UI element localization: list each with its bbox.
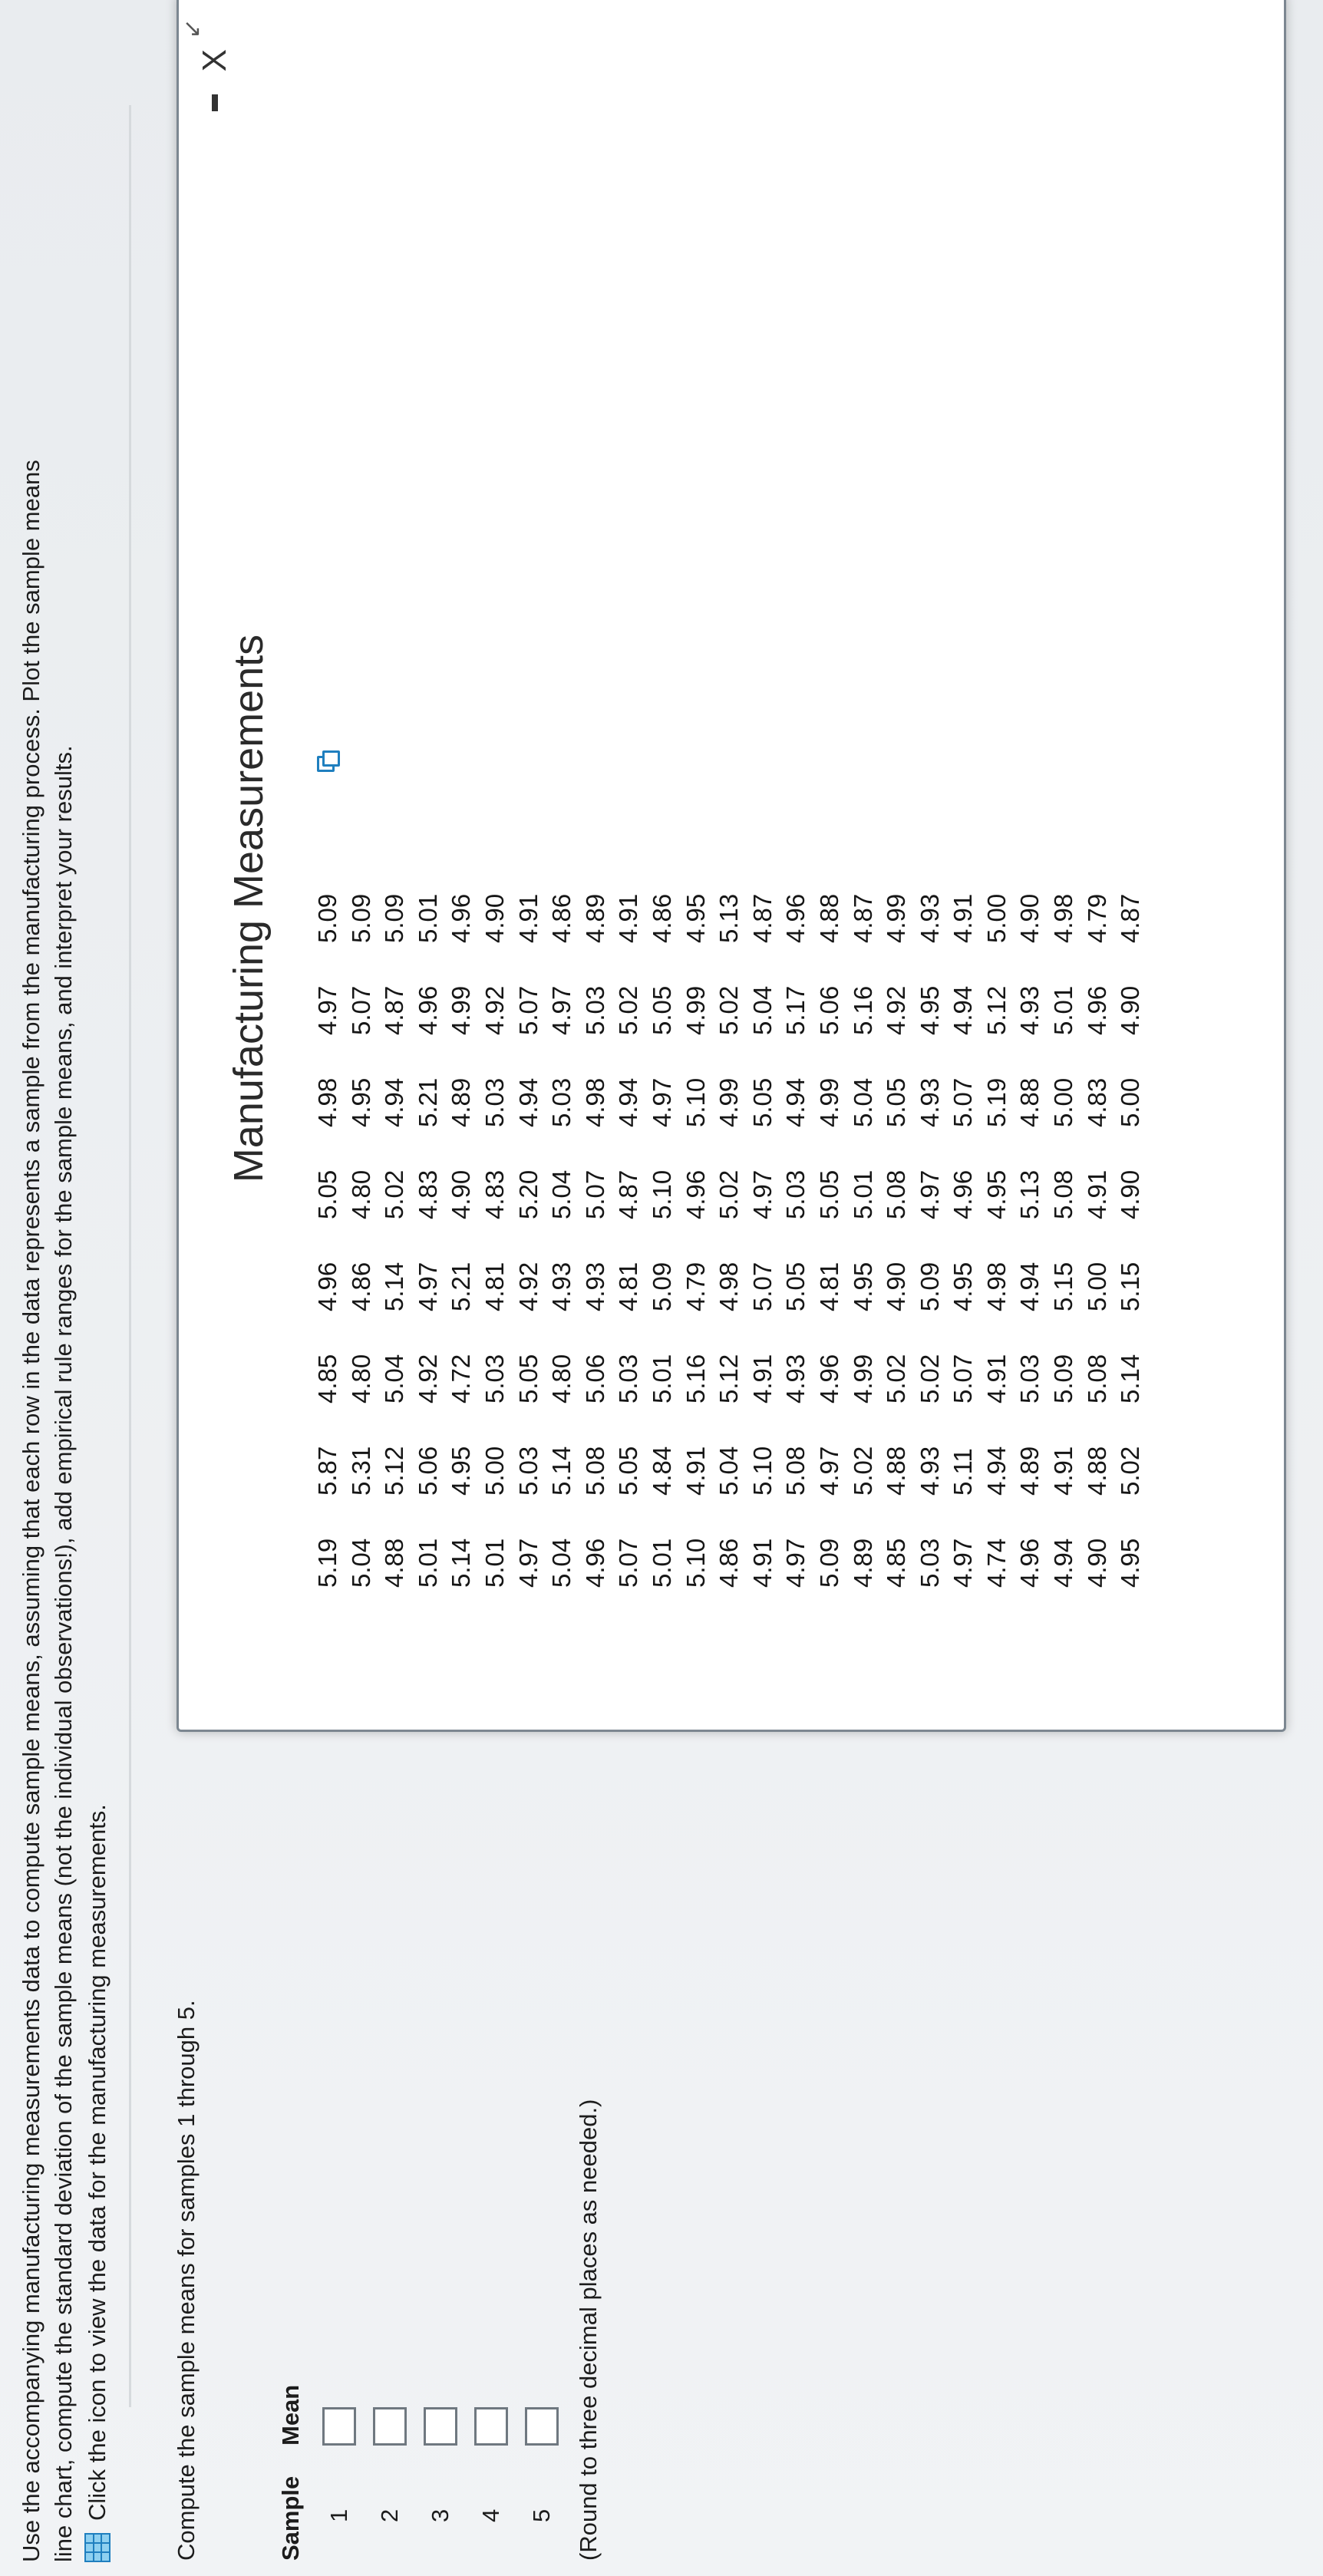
measurement-cell: 5.10: [681, 1538, 710, 1588]
sample-number: 4: [477, 2508, 504, 2522]
measurement-cell: 5.05: [781, 1262, 810, 1311]
measurement-cell: 4.99: [447, 985, 476, 1035]
measurement-cell: 5.07: [346, 985, 375, 1035]
measurement-cell: 4.93: [1015, 985, 1044, 1035]
measurement-cell: 5.87: [313, 1446, 341, 1496]
measurement-cell: 4.79: [681, 1262, 710, 1311]
measurement-cell: 5.14: [380, 1262, 409, 1311]
measurement-cell: 4.98: [1049, 893, 1078, 943]
measurement-cell: 4.91: [982, 1354, 1011, 1403]
measurement-cell: 4.86: [714, 1538, 744, 1588]
measurement-cell: 4.88: [882, 1446, 911, 1496]
measurement-cell: 4.91: [513, 893, 543, 943]
measurement-cell: 4.95: [915, 985, 944, 1035]
table-row: [415, 1947, 466, 2561]
measurement-cell: 4.96: [1082, 985, 1111, 1035]
measurement-cell: 4.96: [413, 985, 442, 1035]
measurement-cell: 4.96: [949, 1169, 978, 1219]
measurement-cell: 4.95: [1116, 1538, 1145, 1588]
measurement-cell: 4.98: [714, 1262, 744, 1311]
measurement-cell: 4.97: [313, 985, 341, 1035]
measurement-cell: 5.03: [480, 1077, 509, 1127]
data-hint: [81, 15, 114, 2562]
measurement-cell: 4.94: [982, 1446, 1011, 1496]
sample-number: 2: [376, 2508, 403, 2522]
measurement-cell: 5.04: [547, 1538, 576, 1588]
measurement-cell: 4.87: [848, 893, 877, 943]
measurement-cell: 5.04: [547, 1169, 576, 1219]
measurement-cell: 4.95: [848, 1262, 877, 1311]
measurement-cell: 5.11: [949, 1448, 978, 1496]
measurement-cell: 4.98: [580, 1077, 609, 1127]
measurement-cell: 5.16: [681, 1354, 710, 1403]
measurement-cell: 5.01: [413, 893, 442, 943]
measurement-cell: 5.19: [313, 1538, 341, 1588]
measurement-cell: 5.06: [413, 1446, 442, 1496]
measurement-cell: 4.91: [949, 893, 978, 943]
measurement-cell: 5.09: [1049, 1354, 1078, 1403]
mean-input-1[interactable]: [322, 2407, 356, 2446]
resize-handle-icon[interactable]: ↙: [180, 18, 205, 38]
measurement-cell: 5.05: [747, 1077, 777, 1127]
minimize-button[interactable]: [212, 94, 218, 111]
measurement-cell: 4.86: [346, 1262, 375, 1311]
measurement-cell: 5.07: [949, 1077, 978, 1127]
measurement-cell: 5.12: [380, 1446, 409, 1496]
measurement-cell: 5.02: [882, 1354, 911, 1403]
measurement-cell: 4.99: [848, 1354, 877, 1403]
measurement-cell: 5.08: [882, 1169, 911, 1219]
measurement-cell: 5.02: [1116, 1446, 1145, 1496]
measurement-cell: 4.97: [949, 1538, 978, 1588]
measurement-cell: 4.92: [480, 985, 509, 1035]
measurement-cell: 4.99: [882, 893, 911, 943]
measurement-cell: 4.97: [915, 1169, 944, 1219]
measurement-cell: 4.96: [814, 1354, 843, 1403]
measurement-cell: 4.83: [480, 1169, 509, 1219]
measurement-cell: 5.05: [882, 1077, 911, 1127]
measurement-cell: 4.97: [547, 985, 576, 1035]
measurement-cell: 5.00: [1116, 1077, 1145, 1127]
measurement-cell: 5.07: [614, 1538, 643, 1588]
measurement-cell: 4.87: [380, 985, 409, 1035]
measurement-cell: 5.04: [747, 985, 777, 1035]
measurement-cell: 4.94: [1015, 1262, 1044, 1311]
measurement-cell: 5.08: [1049, 1169, 1078, 1219]
sample-mean-table: [277, 1947, 567, 2561]
measurement-cell: 5.21: [413, 1077, 442, 1127]
measurement-cell: 5.07: [747, 1262, 777, 1311]
measurement-cell: 4.99: [814, 1077, 843, 1127]
data-table-icon[interactable]: [84, 2533, 111, 2562]
measurement-cell: 5.03: [614, 1354, 643, 1403]
measurement-cell: 4.91: [681, 1446, 710, 1496]
copy-icon[interactable]: [317, 754, 337, 772]
measurements-table: [313, 851, 1150, 1588]
mean-input-4[interactable]: [474, 2407, 508, 2446]
measurement-cell: 5.10: [647, 1169, 676, 1219]
measurement-cell: 5.04: [714, 1446, 744, 1496]
mean-column-header: Mean: [277, 2384, 304, 2446]
measurement-cell: 4.93: [580, 1262, 609, 1311]
measurement-cell: 4.97: [781, 1538, 810, 1588]
measurement-cell: 4.97: [814, 1446, 843, 1496]
measurement-cell: 5.31: [346, 1446, 375, 1496]
measurement-cell: 5.21: [447, 1262, 476, 1311]
measurement-cell: 4.99: [714, 1077, 744, 1127]
measurement-cell: 4.95: [447, 1446, 476, 1496]
measurement-cell: 5.03: [781, 1169, 810, 1219]
measurement-cell: 4.99: [681, 985, 710, 1035]
popup-title: Manufacturing Measurements: [226, 634, 272, 1183]
measurement-cell: 5.04: [346, 1538, 375, 1588]
sample-number: 3: [427, 2508, 454, 2522]
measurement-cell: 5.00: [1082, 1262, 1111, 1311]
measurement-cell: 4.96: [681, 1169, 710, 1219]
measurement-cell: 4.81: [614, 1262, 643, 1311]
measurement-cell: 5.05: [513, 1354, 543, 1403]
measurement-cell: 5.01: [480, 1538, 509, 1588]
measurement-cell: 5.06: [814, 985, 843, 1035]
measurement-cell: 5.09: [915, 1262, 944, 1311]
measurement-cell: 4.80: [346, 1354, 375, 1403]
measurement-cell: 4.95: [982, 1169, 1011, 1219]
measurement-cell: 5.02: [848, 1446, 877, 1496]
measurement-cell: 4.88: [1015, 1077, 1044, 1127]
measurement-cell: 5.09: [647, 1262, 676, 1311]
measurement-cell: 4.87: [1116, 893, 1145, 943]
table-header: [277, 1947, 314, 2561]
measurement-cell: 4.91: [614, 893, 643, 943]
sample-column-header: Sample: [277, 2475, 304, 2561]
measurement-cell: 4.88: [380, 1538, 409, 1588]
measurement-cell: 5.03: [1015, 1354, 1044, 1403]
measurement-cell: 5.01: [647, 1354, 676, 1403]
measurement-cell: 4.92: [513, 1262, 543, 1311]
measurement-cell: 4.96: [447, 893, 476, 943]
measurement-cell: 4.84: [647, 1446, 676, 1496]
table-row: [516, 1947, 567, 2561]
measurement-cell: 4.83: [413, 1169, 442, 1219]
measurement-cell: 5.01: [848, 1169, 877, 1219]
measurement-cell: 5.03: [915, 1538, 944, 1588]
mean-input-2[interactable]: [373, 2407, 407, 2446]
measurement-cell: 4.83: [1082, 1077, 1111, 1127]
mean-input-5[interactable]: [525, 2407, 559, 2446]
measurement-cell: 5.03: [580, 985, 609, 1035]
data-popup: [177, 0, 1286, 1732]
measurement-cell: 4.92: [882, 985, 911, 1035]
close-button[interactable]: X: [196, 49, 233, 72]
measurement-cell: 5.00: [982, 893, 1011, 943]
measurement-cell: 4.79: [1082, 893, 1111, 943]
measurement-cell: 5.02: [614, 985, 643, 1035]
measurement-cell: 4.94: [614, 1077, 643, 1127]
measurement-cell: 4.93: [915, 1077, 944, 1127]
measurement-cell: 5.14: [1116, 1354, 1145, 1403]
measurement-cell: 5.09: [814, 1538, 843, 1588]
measurement-cell: 4.90: [480, 893, 509, 943]
measurement-cell: 4.97: [747, 1169, 777, 1219]
instruction-line-2: line chart, compute the standard deviation of the sample means (not the individual observations!), add empirical rule ranges for the sample means, and interpret your results.: [50, 745, 77, 2562]
measurement-cell: 4.88: [814, 893, 843, 943]
measurement-cell: 4.98: [982, 1262, 1011, 1311]
measurement-cell: 5.20: [513, 1169, 543, 1219]
measurement-cell: 4.89: [447, 1077, 476, 1127]
measurement-cell: 4.80: [346, 1169, 375, 1219]
measurement-cell: 4.95: [949, 1262, 978, 1311]
measurement-cell: 4.96: [580, 1538, 609, 1588]
divider: [129, 105, 131, 2407]
measurement-cell: 4.96: [781, 893, 810, 943]
measurement-cell: 4.80: [547, 1354, 576, 1403]
measurement-cell: 5.14: [447, 1538, 476, 1588]
measurement-cell: 5.04: [848, 1077, 877, 1127]
measurement-cell: 5.07: [580, 1169, 609, 1219]
measurement-cell: 5.12: [982, 985, 1011, 1035]
measurement-cell: 5.16: [848, 985, 877, 1035]
sample-number: 1: [325, 2508, 352, 2522]
measurement-cell: 4.95: [681, 893, 710, 943]
instructions: [15, 15, 114, 2562]
measurement-cell: 5.02: [714, 1169, 744, 1219]
measurement-cell: 4.91: [747, 1354, 777, 1403]
measurement-cell: 4.86: [547, 893, 576, 943]
measurement-cell: 5.01: [413, 1538, 442, 1588]
measurement-cell: 5.08: [580, 1446, 609, 1496]
measurement-cell: 5.05: [614, 1446, 643, 1496]
measurement-cell: 4.93: [547, 1262, 576, 1311]
sample-number: 5: [528, 2508, 555, 2522]
instruction-line-1: Use the accompanying manufacturing measurements data to compute sample means, assuming that each row in the data represents a sample from the manufacturing process. Plot the sample means: [18, 460, 45, 2562]
measurement-cell: 5.10: [747, 1446, 777, 1496]
measurement-cell: 4.96: [313, 1262, 341, 1311]
measurement-cell: 4.89: [848, 1538, 877, 1588]
measurement-cell: 4.94: [781, 1077, 810, 1127]
measurement-cell: 5.08: [1082, 1354, 1111, 1403]
measurement-cell: 5.05: [313, 1169, 341, 1219]
measurement-cell: 5.06: [580, 1354, 609, 1403]
measurement-cell: 4.90: [882, 1262, 911, 1311]
measurement-cell: 5.04: [380, 1354, 409, 1403]
measurement-cell: 4.93: [781, 1354, 810, 1403]
rounding-note: (Round to three decimal places as needed.): [575, 2099, 602, 2561]
measurement-cell: 5.19: [982, 1077, 1011, 1127]
measurement-cell: 5.07: [949, 1354, 978, 1403]
measurement-cell: 4.88: [1082, 1446, 1111, 1496]
measurement-cell: 5.05: [647, 985, 676, 1035]
measurement-cell: 4.81: [814, 1262, 843, 1311]
measurement-cell: 4.74: [982, 1538, 1011, 1588]
measurement-cell: 5.00: [1049, 1077, 1078, 1127]
measurement-cell: 4.92: [413, 1354, 442, 1403]
measurement-cell: 4.89: [1015, 1446, 1044, 1496]
measurement-cell: 4.95: [346, 1077, 375, 1127]
measurement-cell: 5.09: [380, 893, 409, 943]
measurement-cell: 5.15: [1049, 1262, 1078, 1311]
measurement-cell: 5.03: [480, 1354, 509, 1403]
measurement-cell: 5.09: [346, 893, 375, 943]
measurement-cell: 5.17: [781, 985, 810, 1035]
measurement-cell: 5.03: [547, 1077, 576, 1127]
measurement-cell: 5.08: [781, 1446, 810, 1496]
measurement-cell: 4.90: [1116, 1169, 1145, 1219]
table-row: [314, 1947, 365, 2561]
question-prompt: Compute the sample means for samples 1 through 5.: [173, 2000, 200, 2561]
table-row: [466, 1947, 516, 2561]
measurement-cell: 4.91: [1082, 1169, 1111, 1219]
measurement-cell: 4.85: [882, 1538, 911, 1588]
measurement-cell: 4.97: [413, 1262, 442, 1311]
measurement-cell: 5.15: [1116, 1262, 1145, 1311]
measurement-cell: 4.97: [647, 1077, 676, 1127]
measurement-cell: 4.86: [647, 893, 676, 943]
table-row: [365, 1947, 415, 2561]
measurement-cell: 4.90: [1116, 985, 1145, 1035]
measurement-cell: 5.00: [480, 1446, 509, 1496]
measurement-cell: 4.93: [915, 893, 944, 943]
measurement-cell: 5.12: [714, 1354, 744, 1403]
data-hint-text: Click the icon to view the data for the manufacturing measurements.: [84, 1804, 111, 2521]
measurement-cell: 5.01: [1049, 985, 1078, 1035]
measurement-cell: 5.02: [380, 1169, 409, 1219]
measurement-cell: 5.13: [1015, 1169, 1044, 1219]
measurement-cell: 4.90: [447, 1169, 476, 1219]
measurement-cell: 4.96: [1015, 1538, 1044, 1588]
measurement-cell: 4.94: [380, 1077, 409, 1127]
measurement-cell: 4.93: [915, 1446, 944, 1496]
measurement-cell: 4.87: [747, 893, 777, 943]
measurement-cell: 5.05: [814, 1169, 843, 1219]
measurement-cell: 4.72: [447, 1354, 476, 1403]
measurement-cell: 4.91: [747, 1538, 777, 1588]
measurement-cell: 5.07: [513, 985, 543, 1035]
measurement-cell: 5.14: [547, 1446, 576, 1496]
measurement-cell: 4.97: [513, 1538, 543, 1588]
measurement-cell: 5.13: [714, 893, 744, 943]
measurement-cell: 5.09: [313, 893, 341, 943]
measurement-cell: 4.94: [513, 1077, 543, 1127]
measurement-cell: 5.01: [647, 1538, 676, 1588]
measurement-cell: 4.90: [1082, 1538, 1111, 1588]
question-panel: [173, 1947, 602, 2561]
measurement-cell: 4.91: [1049, 1446, 1078, 1496]
measurement-cell: 4.85: [313, 1354, 341, 1403]
mean-input-3[interactable]: [424, 2407, 457, 2446]
measurement-cell: 4.94: [949, 985, 978, 1035]
measurement-cell: 5.03: [513, 1446, 543, 1496]
measurement-cell: 5.02: [714, 985, 744, 1035]
measurement-cell: 4.90: [1015, 893, 1044, 943]
measurement-cell: 4.98: [313, 1077, 341, 1127]
measurement-cell: 5.10: [681, 1077, 710, 1127]
measurement-cell: 5.02: [915, 1354, 944, 1403]
measurement-cell: 4.89: [580, 893, 609, 943]
measurement-cell: 4.87: [614, 1169, 643, 1219]
measurement-cell: 4.94: [1049, 1538, 1078, 1588]
measurement-cell: 4.81: [480, 1262, 509, 1311]
